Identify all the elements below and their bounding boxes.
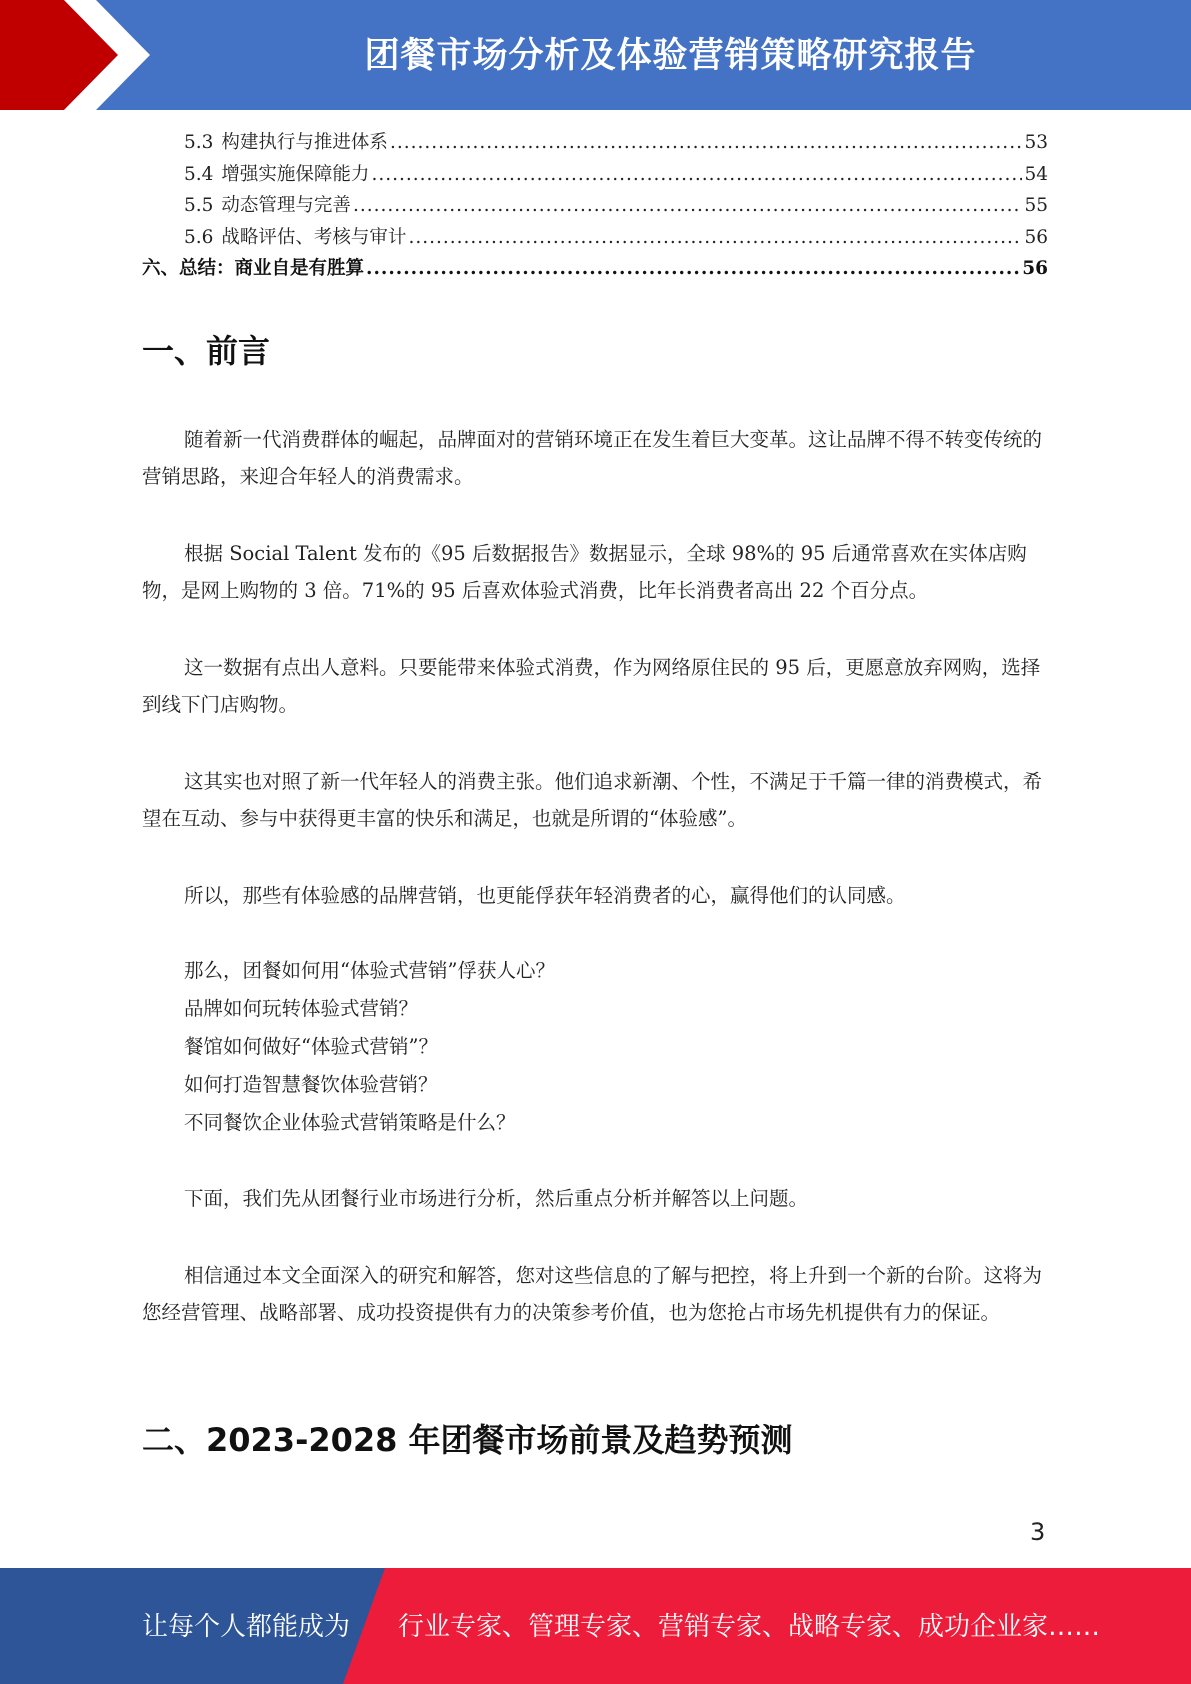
toc-item[interactable]: [142, 160, 1048, 192]
toc-item-label: 战略评估、考核与审计: [221, 226, 407, 248]
toc-item-number: 5.3: [184, 132, 214, 153]
header-arrow-decoration: [0, 0, 160, 110]
toc-dot-leader: [408, 227, 1022, 248]
body-paragraph: [142, 649, 1048, 723]
toc-item-page: 54: [1024, 163, 1048, 185]
toc-item[interactable]: [142, 128, 1048, 160]
table-of-contents: [142, 128, 1048, 286]
footer-slogan-right: 行业专家、管理专家、营销专家、战略专家、成功企业家……: [398, 1612, 1101, 1642]
paragraph-text: 根据 Social Talent 发布的《95 后数据报告》数据显示，全球 98%的 95 后通常喜欢在实体店购物，是网上购物的 3 倍。71%的 95 后喜欢体验式消费，比年长消费者高出 22 个百分点。: [142, 542, 1027, 602]
toc-dot-leader: [390, 132, 1023, 153]
toc-item-page: 53: [1024, 132, 1048, 153]
toc-item-page: 55: [1024, 195, 1048, 216]
page-number: 3: [1030, 1518, 1046, 1546]
question-line: 如何打造智慧餐饮体验营销？: [184, 1073, 438, 1096]
toc-item-number: 5.4: [184, 163, 214, 185]
toc-item-label: 增强实施保障能力: [221, 163, 370, 185]
toc-item[interactable]: [142, 223, 1048, 255]
body-paragraph: [142, 535, 1048, 609]
toc-item-number: 5.6: [184, 226, 214, 248]
report-title: 团餐市场分析及体验营销策略研究报告: [364, 36, 977, 76]
body-paragraph: [142, 1257, 1048, 1331]
toc-item-page: 56: [1022, 258, 1048, 279]
paragraph-text: 下面，我们先从团餐行业市场进行分析，然后重点分析并解答以上问题。: [184, 1187, 809, 1210]
toc-item[interactable]: [142, 191, 1048, 223]
toc-item-major[interactable]: [142, 254, 1048, 286]
paragraph-text: 相信通过本文全面深入的研究和解答，您对这些信息的了解与把控，将上升到一个新的台阶。这将为您经营管理、战略部署、成功投资提供有力的决策参考价值，也为您抢占市场先机提供有力的保证。: [142, 1264, 1043, 1324]
toc-item-number: 5.5: [184, 195, 214, 216]
toc-dot-leader: [371, 164, 1022, 185]
question-line: 餐馆如何做好“体验式营销”？: [184, 1035, 438, 1058]
question-line: 品牌如何玩转体验式营销？: [184, 997, 419, 1020]
body-paragraph: [142, 421, 1048, 495]
question-line: 那么，团餐如何用“体验式营销”俘获人心？: [184, 959, 555, 982]
paragraph-text: 这一数据有点出人意料。只要能带来体验式消费，作为网络原住民的 95 后，更愿意放弃网购，选择到线下门店购物。: [142, 656, 1041, 716]
body-paragraph: [142, 763, 1048, 837]
paragraph-text: 随着新一代消费群体的崛起，品牌面对的营销环境正在发生着巨大变革。这让品牌不得不转变传统的营销思路，来迎合年轻人的消费需求。: [142, 428, 1043, 488]
toc-item-page: 56: [1024, 226, 1048, 248]
section-heading: 二、2023-2028 年团餐市场前景及趋势预测: [142, 1421, 793, 1459]
toc-item-label: 六、总结：商业自是有胜算: [142, 258, 365, 279]
question-line: 不同餐饮企业体验式营销策略是什么？: [184, 1111, 516, 1134]
footer-slogan-left: 让每个人都能成为: [142, 1612, 351, 1642]
toc-dot-leader: [366, 258, 1020, 279]
paragraph-text: 所以，那些有体验感的品牌营销，也更能俘获年轻消费者的心，赢得他们的认同感。: [184, 884, 906, 907]
toc-item-label: 动态管理与完善: [221, 195, 351, 216]
toc-dot-leader: [353, 195, 1023, 216]
section-heading: 一、前言: [142, 332, 271, 370]
page-header: [0, 0, 1191, 110]
paragraph-text: 这其实也对照了新一代年轻人的消费主张。他们追求新潮、个性，不满足于千篇一律的消费模式，希望在互动、参与中获得更丰富的快乐和满足，也就是所谓的“体验感”。: [142, 770, 1043, 830]
body-paragraph: [142, 1180, 1048, 1217]
page-footer: [0, 1568, 1191, 1684]
body-paragraph: [142, 877, 1048, 914]
toc-item-label: 构建执行与推进体系: [221, 132, 388, 153]
